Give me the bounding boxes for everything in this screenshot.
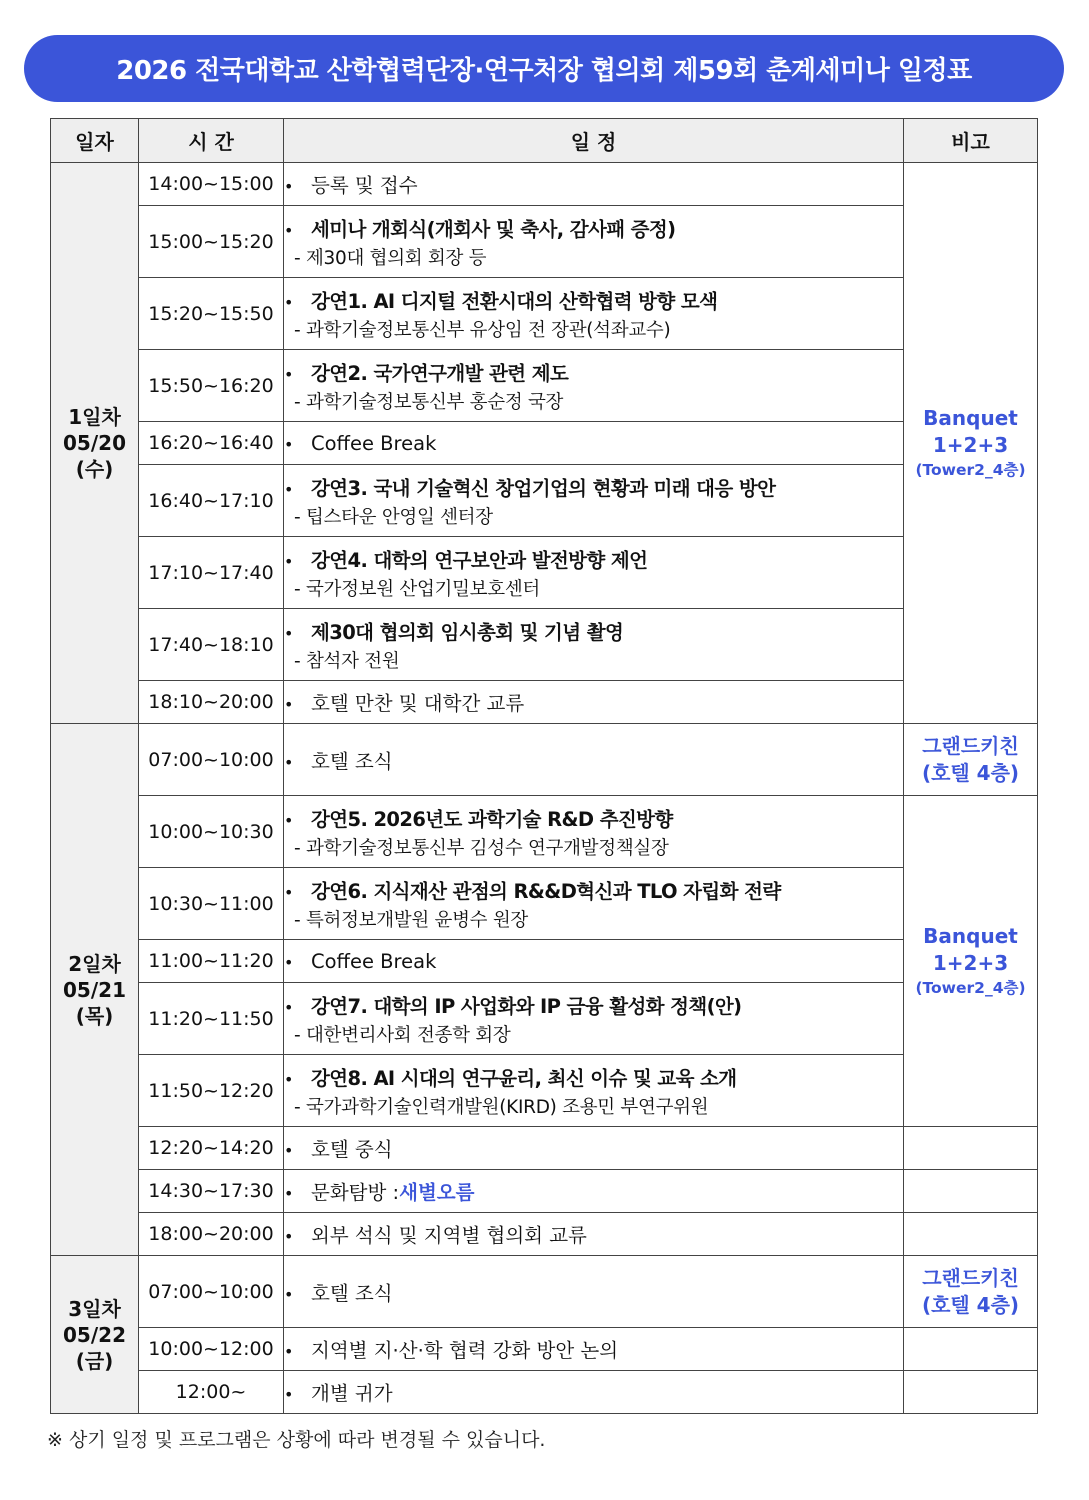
note-cell [904,796,1038,1127]
event-cell [284,868,904,940]
event-title: 강연1. AI 디지털 전환시대의 산학협력 방향 모색 [311,289,718,313]
event-cell [284,1371,904,1414]
table-row [51,278,1038,350]
event-speaker: - 특허정보개발원 윤병수 원장 [294,909,528,931]
event-cell [284,465,904,537]
bullet: • [284,952,294,972]
table-row [51,1371,1038,1414]
time-cell: 15:00~15:20 [139,206,284,278]
note-venue: Banquet [923,406,1018,430]
note-venue: Banquet [923,924,1018,948]
day-cell [51,724,139,1256]
time-cell: 15:20~15:50 [139,278,284,350]
bullet: • [284,623,294,643]
event-speaker: - 과학기술정보통신부 김성수 연구개발정책실장 [294,837,669,859]
time-cell: 10:00~10:30 [139,796,284,868]
table-row [51,206,1038,278]
event-cell [284,1256,904,1328]
header-schedule: 일 정 [284,119,904,163]
event-speaker: - 참석자 전원 [294,650,400,672]
time-cell: 11:20~11:50 [139,983,284,1055]
time-cell: 07:00~10:00 [139,1256,284,1328]
event-cell [284,796,904,868]
bullet: • [284,695,294,714]
event-cell [284,278,904,350]
event-speaker: - 국가정보원 산업기밀보호센터 [294,578,540,600]
bullet: • [284,1385,294,1404]
table-row [51,163,1038,206]
table-row [51,1127,1038,1170]
footnote: ※ 상기 일정 및 프로그램은 상황에 따라 변경될 수 있습니다. [47,1429,546,1451]
event-cell [284,724,904,796]
event-title: 개별 귀가 [311,1382,393,1405]
event-cell [284,983,904,1055]
bullet: • [284,882,294,902]
bullet: • [284,1069,294,1089]
event-title: 강연8. AI 시대의 연구윤리, 최신 이슈 및 교육 소개 [311,1066,737,1090]
event-speaker: - 국가과학기술인력개발원(KIRD) 조용민 부연구위원 [294,1096,709,1118]
event-speaker: - 대한변리사회 전종학 회장 [294,1024,511,1046]
event-title: 강연7. 대학의 IP 사업화와 IP 금융 활성화 정책(안) [311,994,742,1018]
bullet: • [284,810,294,830]
event-title: 제30대 협의회 임시총회 및 기념 촬영 [311,620,624,644]
table-row [51,465,1038,537]
event-cell [284,350,904,422]
event-title: 강연5. 2026년도 과학기술 R&D 추진방향 [311,807,673,831]
note-floor: (호텔 4층) [921,1292,1020,1317]
day-cell [51,1256,139,1414]
event-cell [284,1055,904,1127]
table-row [51,983,1038,1055]
note-floor: (Tower2_4층) [915,979,1026,997]
day-label: 2일차 [68,951,121,976]
note-cell [904,1170,1038,1213]
bullet: • [284,479,294,499]
event-cell [284,1213,904,1256]
table-row [51,940,1038,983]
time-cell: 14:00~15:00 [139,163,284,206]
header-time: 시 간 [139,119,284,163]
note-floor: (호텔 4층) [921,760,1020,785]
event-cell [284,1127,904,1170]
time-cell: 18:10~20:00 [139,681,284,724]
note-room: 1+2+3 [932,951,1009,975]
event-title: 강연3. 국내 기술혁신 창업기업의 현황과 미래 대응 방안 [311,476,776,500]
event-title: 세미나 개회식(개회사 및 축사, 감사패 증정) [311,217,676,241]
event-cell [284,940,904,983]
time-cell: 12:20~14:20 [139,1127,284,1170]
table-row [51,1055,1038,1127]
event-title: Coffee Break [311,431,437,455]
event-cell [284,163,904,206]
page-title: 2026 전국대학교 산학협력단장·연구처장 협의회 제59회 춘계세미나 일정표 [116,56,972,86]
event-speaker: - 팁스타운 안영일 센터장 [294,506,493,528]
time-cell: 14:30~17:30 [139,1170,284,1213]
event-cell [284,681,904,724]
event-title: 호텔 만찬 및 대학간 교류 [311,692,525,715]
day-weekday: (목) [75,1003,114,1028]
event-title: 지역별 지·산·학 협력 강화 방안 논의 [311,1339,619,1362]
day-label: 1일차 [68,405,121,429]
event-speaker: - 과학기술정보통신부 홍순정 국장 [294,391,564,413]
note-cell [904,724,1038,796]
time-cell: 16:20~16:40 [139,422,284,465]
note-cell [904,1213,1038,1256]
time-cell: 10:00~12:00 [139,1328,284,1371]
table-row [51,1328,1038,1371]
bullet: • [284,292,294,312]
bullet: • [284,1342,294,1361]
event-cell [284,1170,904,1213]
bullet: • [284,1141,294,1160]
event-title: 문화탐방 : [311,1181,400,1204]
title-banner [24,35,1064,102]
time-cell: 17:10~17:40 [139,537,284,609]
time-cell: 16:40~17:10 [139,465,284,537]
note-cell [904,163,1038,724]
day-cell [51,163,139,724]
time-cell: 18:00~20:00 [139,1213,284,1256]
note-venue: 그랜드키친 [922,733,1019,758]
header-row [51,119,1038,163]
day-date: 05/20 [63,431,126,455]
bullet: • [284,997,294,1017]
event-title: Coffee Break [311,949,437,973]
note-room: 1+2+3 [932,433,1009,457]
day-weekday: (금) [75,1348,114,1373]
bullet: • [284,551,294,571]
day-date: 05/22 [63,1322,126,1347]
table-row [51,724,1038,796]
day-label: 3일차 [68,1296,121,1321]
table-row [51,868,1038,940]
time-cell: 11:00~11:20 [139,940,284,983]
event-cell [284,206,904,278]
note-cell [904,1127,1038,1170]
event-speaker: - 제30대 협의회 회장 등 [294,247,487,269]
schedule-table [50,118,1038,1414]
time-cell: 07:00~10:00 [139,724,284,796]
bullet: • [284,364,294,384]
table-row [51,609,1038,681]
bullet: • [284,1227,294,1246]
time-cell: 11:50~12:20 [139,1055,284,1127]
time-cell: 12:00~ [139,1371,284,1414]
bullet: • [284,220,294,240]
note-venue: 그랜드키친 [922,1265,1019,1290]
table-row [51,422,1038,465]
table-row [51,796,1038,868]
event-cell [284,1328,904,1371]
table-row [51,681,1038,724]
day-date: 05/21 [63,977,126,1002]
header-note: 비고 [904,119,1038,163]
time-cell: 15:50~16:20 [139,350,284,422]
table-row [51,1256,1038,1328]
table-row [51,1213,1038,1256]
event-speaker: - 과학기술정보통신부 유상임 전 장관(석좌교수) [294,319,671,341]
time-cell: 17:40~18:10 [139,609,284,681]
table-row [51,350,1038,422]
note-cell [904,1328,1038,1371]
event-highlight: 새별오름 [399,1181,475,1204]
event-title: 호텔 조식 [311,1281,393,1305]
bullet: • [284,434,294,454]
note-floor: (Tower2_4층) [915,461,1026,479]
event-title: 등록 및 접수 [311,174,418,197]
event-title: 외부 석식 및 지역별 협의회 교류 [311,1224,587,1247]
note-cell [904,1371,1038,1414]
note-cell [904,1256,1038,1328]
table-row [51,1170,1038,1213]
bullet: • [284,177,294,196]
event-title: 호텔 중식 [311,1138,393,1161]
event-title: 강연4. 대학의 연구보안과 발전방향 제언 [311,548,648,572]
event-cell [284,422,904,465]
bullet: • [284,752,294,772]
bullet: • [284,1184,294,1203]
event-cell [284,537,904,609]
bullet: • [284,1284,294,1304]
header-day: 일자 [51,119,139,163]
event-title: 호텔 조식 [311,749,393,773]
event-title: 강연6. 지식재산 관점의 R&&D혁신과 TLO 자립화 전략 [311,879,781,903]
day-weekday: (수) [75,457,114,481]
time-cell: 10:30~11:00 [139,868,284,940]
event-cell [284,609,904,681]
table-row [51,537,1038,609]
event-title: 강연2. 국가연구개발 관련 제도 [311,361,569,385]
